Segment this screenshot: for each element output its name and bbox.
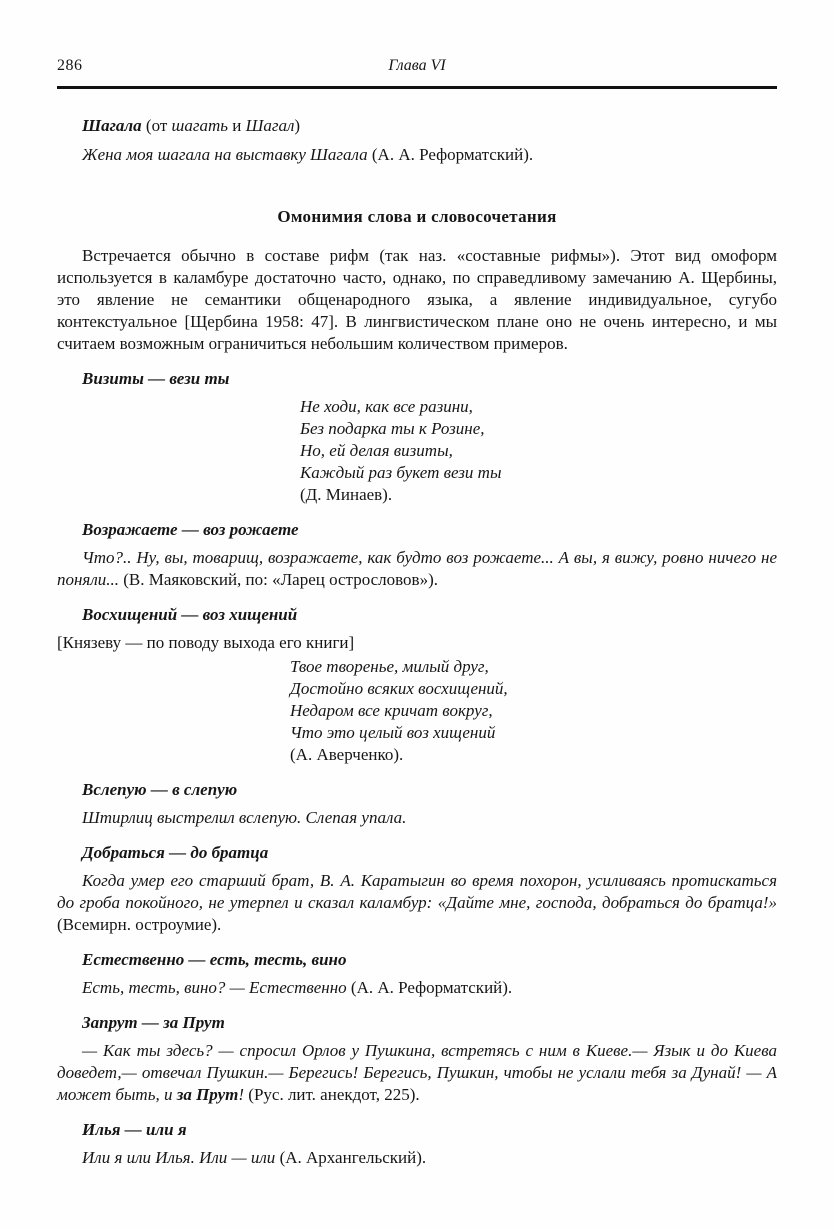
entry-ilya-heading: Илья — или я (82, 1120, 187, 1139)
chapter-title: Глава VI (388, 57, 446, 74)
entry-vozrazhaete-heading: Возражаете — воз рожаете (82, 520, 299, 539)
entry-term-note: (от (141, 116, 172, 135)
entry-dobratsya-heading: Добраться — до братца (82, 843, 269, 862)
verse-line: Не ходи, как все разини, (300, 397, 473, 416)
quote-attribution: (А. Архангельский). (275, 1148, 427, 1167)
verse-line: Но, ей делая визиты, (300, 441, 453, 460)
entry-voskhishchenij-note: [Князеву — по поводу выхода его книги] (57, 633, 355, 652)
quote-attribution: (Всемирн. остроумие). (57, 915, 222, 934)
entry-estestvenno-quote (57, 977, 777, 999)
page-header (57, 56, 777, 76)
entry-shagala-heading (57, 115, 777, 137)
entry-zaprut-heading: Запрут — за Прут (82, 1013, 225, 1032)
entry-vizity-heading: Визиты — вези ты (82, 369, 230, 388)
quote-text: ! (238, 1085, 245, 1104)
page-number: 286 (57, 57, 83, 74)
verse-attribution: (А. Аверченко). (290, 745, 404, 764)
entry-estestvenno-heading: Естественно — есть, тесть, вино (82, 950, 347, 969)
entry-term-note-italic: Шагал (245, 116, 295, 135)
entry-term: Шагала (82, 116, 142, 135)
section-title: Омонимия слова и словосочетания (277, 207, 557, 226)
quote-text: Штирлиц выстрелил вслепую. Слепая упала. (82, 808, 407, 827)
quote-text: Жена моя шагала на выставку Шагала (82, 145, 368, 164)
quote-attribution: (А. А. Реформатский). (346, 978, 513, 997)
entry-term-note: и (228, 116, 246, 135)
quote-emphasis: за Прут (176, 1085, 239, 1104)
verse-line: Достойно всяких восхищений, (290, 679, 508, 698)
entry-ilya-quote (57, 1147, 777, 1169)
verse-line: Недаром все кричат вокруг, (290, 701, 493, 720)
entry-term-note: ) (294, 116, 301, 135)
entry-vslepuyu-heading: Вслепую — в слепую (82, 780, 238, 799)
entry-term-note-italic: шагать (171, 116, 229, 135)
quote-text: Когда умер его старший брат, В. А. Каратыгин во время похорон, усиливаясь протискаться до гроба покойного, не утерпел и сказал каламбур: «Дайте мне, господа, добраться до братца!» (57, 871, 777, 912)
entry-shagala-quote (57, 144, 777, 166)
entry-voskhishchenij-verse (290, 656, 777, 766)
quote-attribution: (В. Маяковский, по: «Ларец острословов»). (119, 570, 438, 589)
quote-text: Есть, тесть, вино? — Естественно (82, 978, 347, 997)
entry-zaprut-quote (57, 1040, 777, 1106)
verse-attribution: (Д. Минаев). (300, 485, 393, 504)
quote-text: — Как ты здесь? — спросил Орлов у Пушкина, встретясь с ним в Киеве.— Язык и до Киева доведет,— отвечал Пушкин.— Берегись! Берегись, Пушкин, чтобы не услали тебя за Дунай! — А может быть, и (57, 1041, 777, 1104)
quote-text: Что?.. Ну, вы, товарищ, возражаете, как будто воз рожаете... А вы, я вижу, ровно ничего не поняли... (57, 548, 777, 589)
section-intro-paragraph: Встречается обычно в составе рифм (так наз. «составные рифмы»). Этот вид омоформ используется в каламбуре достаточно часто, однако, по справедливому замечанию А. Щербины, это явление не семантики общенародного языка, а явление индивидуальное, сугубо контекстуальное [Щербина 1958: 47]. В лингвистическом плане оно не очень интересно, и мы считаем возможным ограничиться небольшим количеством примеров. (57, 246, 777, 353)
quote-text: Или я или Илья. Или — или (82, 1148, 276, 1167)
verse-line: Без подарка ты к Розине, (300, 419, 485, 438)
verse-line: Твое творенье, милый друг, (290, 657, 489, 676)
verse-line: Что это целый воз хищений (290, 723, 496, 742)
entry-vslepuyu-quote (57, 807, 777, 829)
entry-dobratsya-quote (57, 870, 777, 936)
entry-voskhishchenij-heading: Восхищений — воз хищений (82, 605, 298, 624)
quote-attribution: (А. А. Реформатский). (367, 145, 534, 164)
entry-vizity-verse (300, 396, 777, 506)
header-rule (57, 86, 777, 89)
entry-vozrazhaete-quote (57, 547, 777, 591)
quote-attribution: (Рус. лит. анекдот, 225). (244, 1085, 420, 1104)
verse-line: Каждый раз букет вези ты (300, 463, 502, 482)
